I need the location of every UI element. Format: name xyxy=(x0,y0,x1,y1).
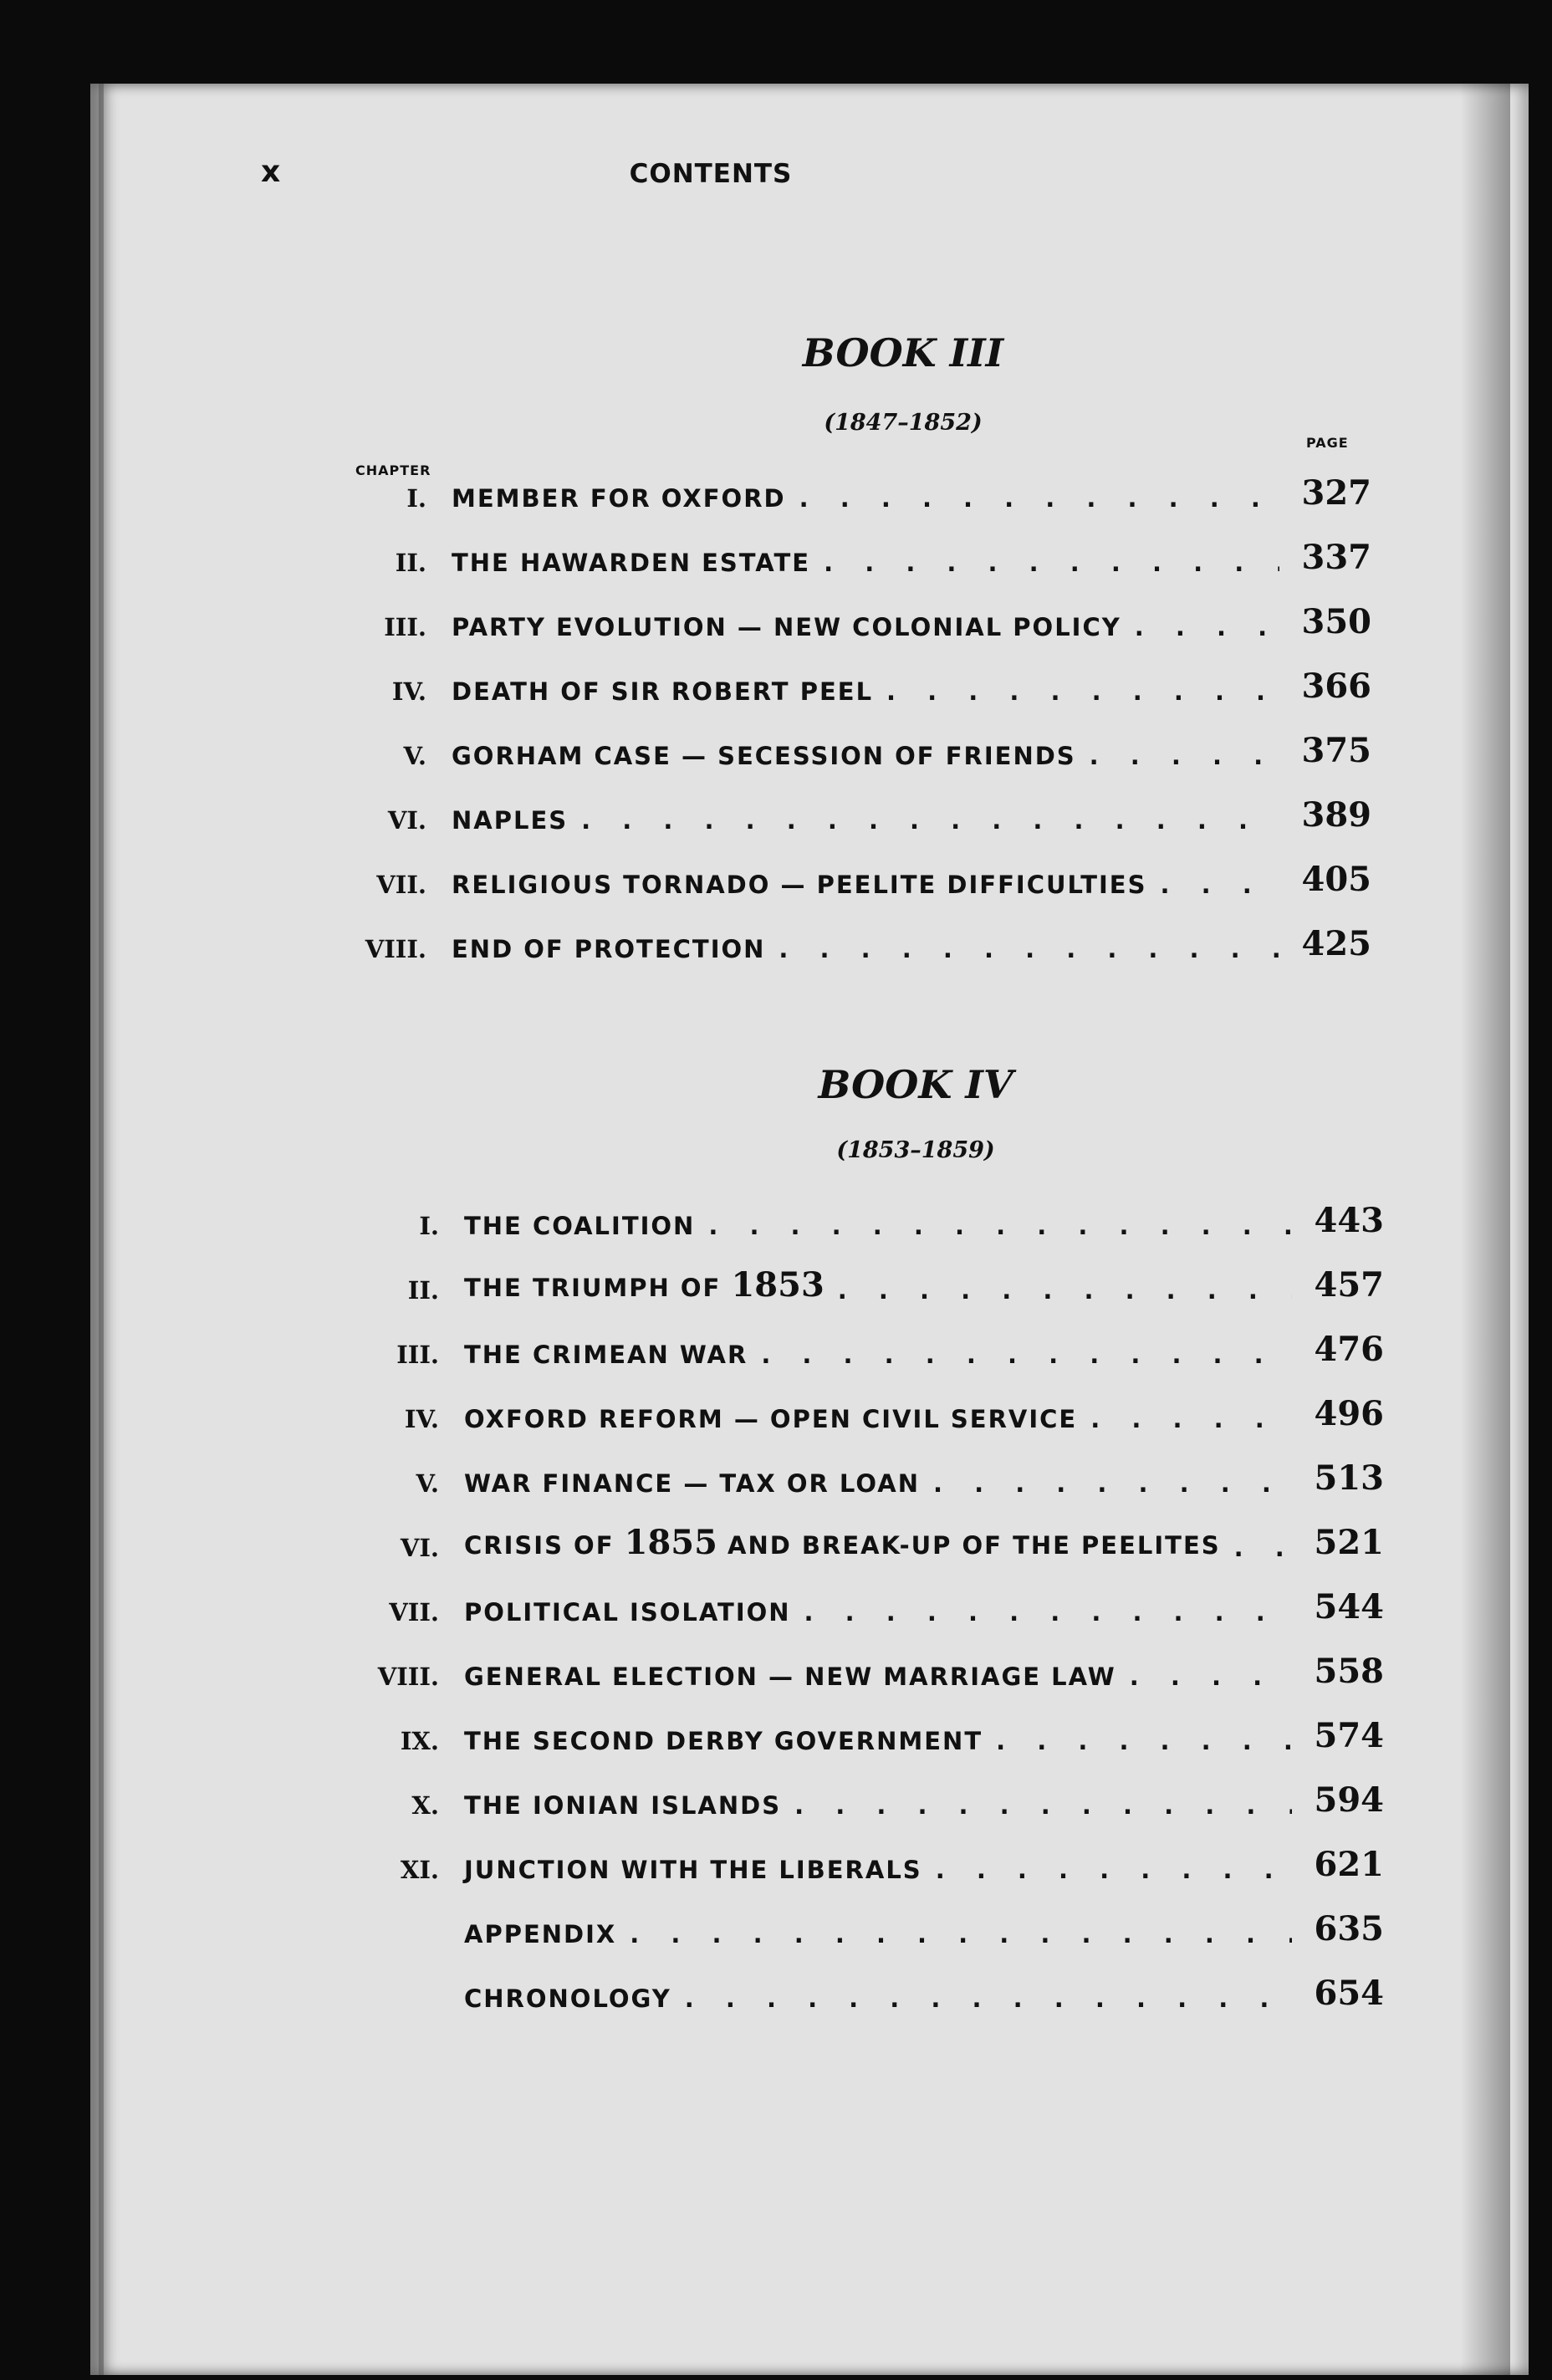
page-reference: 558 xyxy=(1314,1652,1384,1691)
chapter-number: VI. xyxy=(387,806,426,835)
dot-leader xyxy=(983,1727,1292,1755)
toc-entry[interactable] xyxy=(326,859,1371,899)
chapter-title: PARTY EVOLUTION — NEW COLONIAL POLICY xyxy=(452,613,1121,641)
toc-entry[interactable] xyxy=(339,1651,1384,1691)
toc-entry[interactable] xyxy=(326,730,1371,770)
chapter-number: IV. xyxy=(404,1405,439,1433)
page-reference: 405 xyxy=(1301,860,1371,899)
chapter-title: GORHAM CASE — SECESSION OF FRIENDS xyxy=(452,742,1076,770)
toc-entry[interactable] xyxy=(339,1715,1384,1755)
dot-leader xyxy=(1221,1534,1292,1562)
chapter-title: THE COALITION xyxy=(464,1212,696,1240)
chapter-number: VI. xyxy=(400,1534,439,1562)
page-reference: 425 xyxy=(1301,924,1371,963)
dot-leader xyxy=(1076,742,1279,770)
chapter-title: RELIGIOUS TORNADO — PEELITE DIFFICULTIES xyxy=(452,871,1147,899)
dot-leader xyxy=(810,549,1279,577)
dot-leader xyxy=(824,1276,1292,1305)
chapter-number: VII. xyxy=(389,1598,439,1627)
dot-leader xyxy=(1077,1405,1292,1433)
chapter-title: APPENDIX xyxy=(464,1920,617,1948)
toc-entry[interactable] xyxy=(326,472,1371,513)
chapter-title xyxy=(464,1265,824,1305)
dot-leader xyxy=(765,935,1279,963)
page-reference: 521 xyxy=(1314,1523,1384,1562)
book-3-title: BOOK III xyxy=(802,330,1004,375)
dot-leader xyxy=(616,1920,1292,1948)
chapter-title: POLITICAL ISOLATION xyxy=(464,1598,791,1627)
book-4-years: (1853–1859) xyxy=(836,1137,995,1163)
dot-leader xyxy=(786,484,1279,513)
chapter-number: X. xyxy=(411,1791,439,1820)
chapter-title: END OF PROTECTION xyxy=(452,935,766,963)
page-reference: 594 xyxy=(1314,1780,1384,1820)
page-reference: 327 xyxy=(1301,473,1371,513)
chapter-number: III. xyxy=(396,1341,439,1369)
dot-leader xyxy=(791,1598,1292,1627)
page-reference: 654 xyxy=(1314,1974,1384,2013)
toc-entry-chronology[interactable] xyxy=(339,1973,1384,2013)
chapter-title xyxy=(464,1523,1221,1562)
toc-entry[interactable] xyxy=(326,923,1371,963)
toc-entry[interactable] xyxy=(339,1264,1384,1305)
dot-leader xyxy=(1121,613,1279,641)
dot-leader xyxy=(1116,1662,1292,1691)
page-reference: 635 xyxy=(1314,1909,1384,1948)
chapter-number: I. xyxy=(419,1212,439,1240)
page-reference: 544 xyxy=(1314,1587,1384,1627)
page-reference: 476 xyxy=(1314,1330,1384,1369)
chapter-number: I. xyxy=(406,484,426,513)
dot-leader xyxy=(671,1984,1292,2013)
dot-leader xyxy=(695,1212,1292,1240)
toc-entry[interactable] xyxy=(339,1329,1384,1369)
chapter-number: VII. xyxy=(376,871,426,899)
page-reference: 350 xyxy=(1301,602,1371,641)
toc-entry[interactable] xyxy=(339,1844,1384,1884)
toc-entry[interactable] xyxy=(326,601,1371,641)
toc-entry[interactable] xyxy=(339,1458,1384,1498)
chapter-title: WAR FINANCE — TAX OR LOAN xyxy=(464,1469,920,1498)
page-reference: 389 xyxy=(1301,795,1371,835)
chapter-title: THE SECOND DERBY GOVERNMENT xyxy=(464,1727,983,1755)
chapter-title: THE HAWARDEN ESTATE xyxy=(452,549,811,577)
chapter-title: CHRONOLOGY xyxy=(464,1984,671,2013)
title-text: THE TRIUMPH OF xyxy=(464,1274,732,1302)
dot-leader xyxy=(568,806,1279,835)
title-text: CRISIS OF xyxy=(464,1531,625,1560)
page-reference: 366 xyxy=(1301,667,1371,706)
chapter-title: DEATH OF SIR ROBERT PEEL xyxy=(452,677,874,706)
toc-entry[interactable] xyxy=(339,1780,1384,1820)
page-reference: 375 xyxy=(1301,731,1371,770)
chapter-number: II. xyxy=(407,1276,439,1305)
chapter-title: MEMBER FOR OXFORD xyxy=(452,484,786,513)
page-number: x xyxy=(261,155,281,189)
chapter-number: V. xyxy=(403,742,426,770)
dot-leader xyxy=(748,1341,1292,1369)
chapter-number: III. xyxy=(384,613,426,641)
chapter-title: NAPLES xyxy=(452,806,569,835)
page-reference: 621 xyxy=(1314,1845,1384,1884)
chapter-column-label: CHAPTER xyxy=(355,462,431,478)
toc-entry[interactable] xyxy=(339,1586,1384,1627)
toc-entry[interactable] xyxy=(339,1393,1384,1433)
toc-entry[interactable] xyxy=(339,1522,1384,1562)
dot-leader xyxy=(1146,871,1279,899)
title-year: 1855 xyxy=(624,1523,717,1562)
dot-leader xyxy=(922,1856,1292,1884)
toc-entry[interactable] xyxy=(326,537,1371,577)
page-reference: 574 xyxy=(1314,1716,1384,1755)
page-reference: 443 xyxy=(1314,1201,1384,1240)
chapter-title: THE CRIMEAN WAR xyxy=(464,1341,748,1369)
chapter-number: II. xyxy=(395,549,426,577)
running-head: CONTENTS xyxy=(629,159,793,189)
chapter-number: XI. xyxy=(400,1856,439,1884)
toc-entry[interactable] xyxy=(326,794,1371,835)
chapter-number: IV. xyxy=(391,677,426,706)
title-year: 1853 xyxy=(731,1265,824,1305)
page-reference: 337 xyxy=(1301,538,1371,577)
book-3-years: (1847–1852) xyxy=(824,410,983,436)
book-4-title: BOOK IV xyxy=(818,1062,1013,1107)
chapter-number: V. xyxy=(416,1469,439,1498)
toc-entry-appendix[interactable] xyxy=(339,1908,1384,1948)
chapter-title: OXFORD REFORM — OPEN CIVIL SERVICE xyxy=(464,1405,1078,1433)
chapter-number: VIII. xyxy=(365,935,426,963)
toc-entry[interactable] xyxy=(326,666,1371,706)
chapter-number: IX. xyxy=(400,1727,439,1755)
dot-leader xyxy=(781,1791,1292,1820)
chapter-number: VIII. xyxy=(377,1662,439,1691)
dot-leader xyxy=(920,1469,1292,1498)
chapter-title: THE IONIAN ISLANDS xyxy=(464,1791,782,1820)
page-reference: 457 xyxy=(1314,1265,1384,1305)
page-reference: 513 xyxy=(1314,1458,1384,1498)
page-column-label: PAGE xyxy=(1306,435,1349,451)
title-text: AND BREAK-UP OF THE PEELITES xyxy=(717,1531,1221,1560)
chapter-title: GENERAL ELECTION — NEW MARRIAGE LAW xyxy=(464,1662,1116,1691)
chapter-title: JUNCTION WITH THE LIBERALS xyxy=(464,1856,922,1884)
dot-leader xyxy=(873,677,1279,706)
toc-entry[interactable] xyxy=(339,1200,1384,1240)
page-reference: 496 xyxy=(1314,1394,1384,1433)
